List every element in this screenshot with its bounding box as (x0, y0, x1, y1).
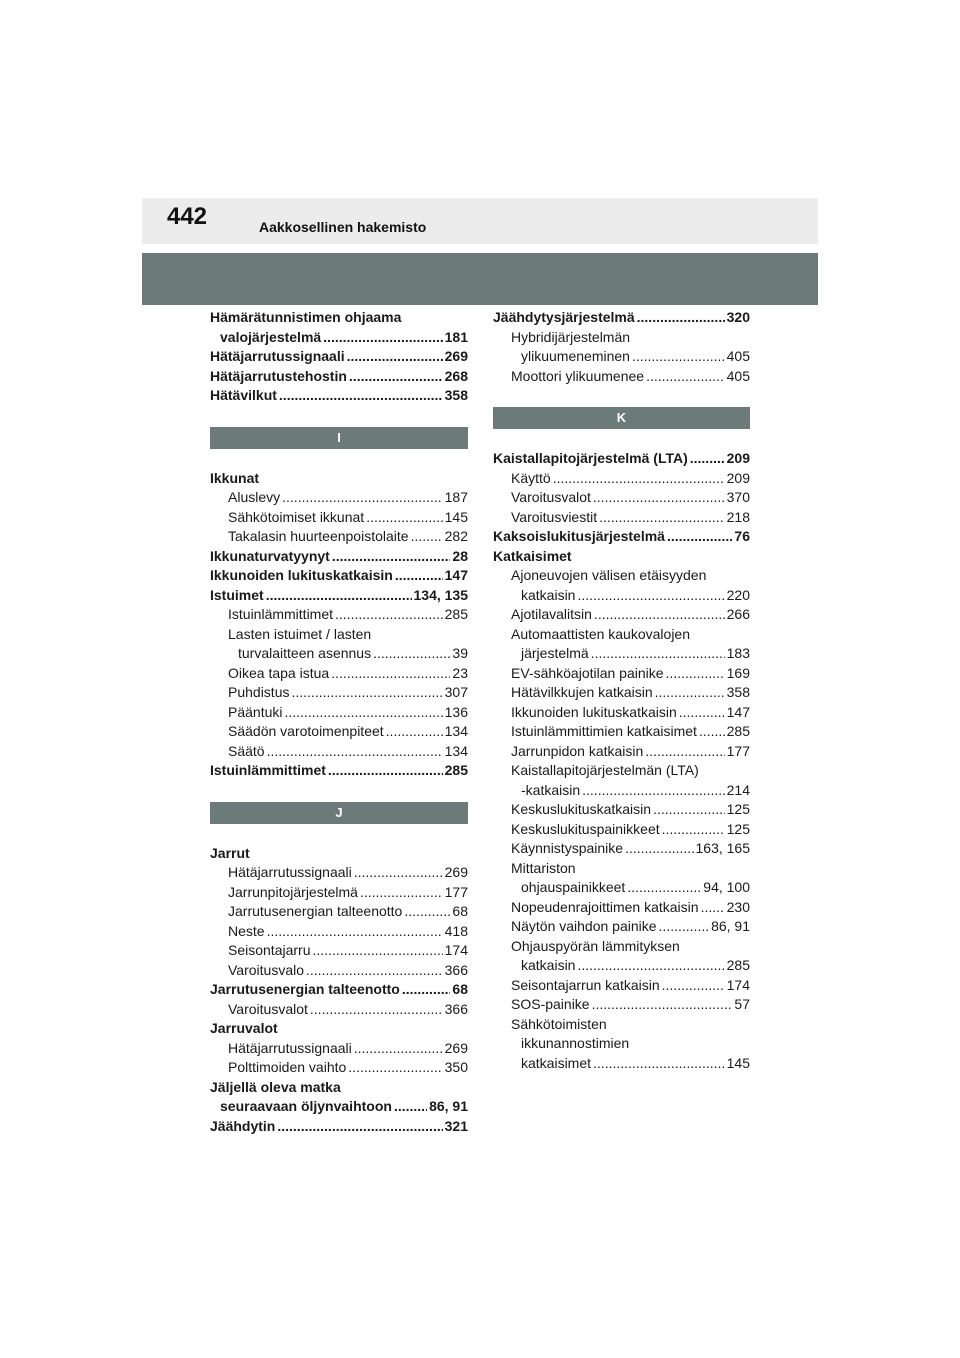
entry-text: Jarrunpitojärjestelmä (228, 883, 358, 900)
entry-text: Jarrunpidon katkaisin (511, 742, 644, 759)
entry-text: Seisontajarru (228, 942, 311, 958)
page-reference[interactable]: 187 (444, 489, 468, 505)
entry-text: Oikea tapa istua (228, 664, 330, 681)
index-entry (210, 761, 468, 781)
index-entry (210, 367, 468, 387)
index-letter-heading: J (210, 802, 468, 824)
page-reference[interactable]: 147 (444, 567, 468, 583)
entry-text: ylikuumeneminen (521, 348, 630, 364)
index-subentry (493, 1034, 750, 1054)
dot-leader (591, 644, 725, 664)
index-subentry (210, 961, 468, 981)
dot-leader (395, 566, 443, 586)
dot-leader (662, 820, 725, 840)
entry-text: EV-sähköajotilan painike (511, 664, 664, 681)
page-reference[interactable]: 68 (452, 903, 468, 919)
page-reference[interactable]: 145 (726, 1054, 750, 1071)
entry-text: seuraavaan öljynvaihtoon (220, 1098, 392, 1114)
dot-leader (632, 347, 725, 367)
dot-leader (701, 898, 725, 918)
index-entry (210, 469, 468, 489)
entry-text: Varoitusviestit (511, 508, 598, 525)
dot-leader (386, 722, 443, 742)
page-reference[interactable]: 321 (444, 1117, 468, 1134)
entry-text: Sähkötoimiset ikkunat (228, 508, 365, 525)
page-reference[interactable]: 266 (726, 606, 750, 622)
dot-leader (366, 508, 442, 528)
index-subentry (210, 683, 468, 703)
entry-text: Jarrut (210, 844, 250, 861)
index-subentry (493, 898, 750, 918)
dot-leader (411, 527, 443, 547)
page-reference[interactable]: 174 (444, 942, 468, 958)
entry-text: katkaisin (521, 586, 576, 603)
dot-leader (284, 703, 442, 723)
entry-text: Hätäjarrutussignaali (210, 348, 345, 364)
index-entry (210, 586, 468, 606)
page-reference[interactable]: 285 (444, 762, 468, 778)
dot-leader (404, 902, 450, 922)
entry-text: Mittariston (511, 859, 576, 876)
dot-leader (354, 863, 443, 883)
index-subentry (493, 703, 750, 723)
entry-text: Kaistallapitojärjestelmän (LTA) (511, 762, 699, 778)
page-reference[interactable]: 268 (444, 367, 468, 384)
dot-leader (679, 703, 725, 723)
dot-leader (347, 347, 443, 367)
dot-leader (354, 1039, 443, 1059)
entry-text: Jarrutusenergian talteenotto (228, 903, 403, 919)
dot-leader (599, 508, 725, 528)
page-reference[interactable]: 220 (726, 586, 750, 603)
index-entry (210, 1117, 468, 1137)
entry-text: Moottori ylikuumenee (511, 367, 645, 384)
page-reference[interactable]: 307 (444, 684, 468, 700)
page-reference[interactable]: 57 (734, 996, 750, 1012)
dot-leader (349, 367, 443, 387)
entry-text: Säädön varotoimenpiteet (228, 723, 384, 739)
index-subentry (493, 683, 750, 703)
page-reference[interactable]: 350 (444, 1059, 468, 1075)
entry-text: Ikkunoiden lukituskatkaisin (511, 703, 677, 720)
index-subentry (493, 508, 750, 528)
index-subentry (493, 328, 750, 348)
entry-text: Keskuslukituspainikkeet (511, 820, 660, 837)
dot-leader (637, 308, 725, 328)
entry-text: Varoitusvalot (511, 489, 591, 505)
dot-leader (593, 488, 725, 508)
dot-leader (373, 644, 450, 664)
dot-leader (394, 1097, 427, 1117)
page-reference[interactable]: 209 (726, 469, 750, 486)
page-reference[interactable]: 86, 91 (711, 918, 750, 934)
index-entry (210, 1019, 468, 1039)
index-subentry (493, 1015, 750, 1035)
dot-leader (655, 683, 725, 703)
entry-text: Jarrutusenergian talteenotto (210, 981, 400, 997)
dot-leader (582, 781, 725, 801)
entry-text: Lasten istuimet / lasten (228, 625, 372, 642)
dot-leader (267, 922, 443, 942)
index-subentry (210, 488, 468, 508)
page-reference[interactable]: 405 (726, 348, 750, 364)
dot-leader (645, 742, 724, 762)
page-reference[interactable]: 134, 135 (413, 586, 468, 603)
entry-text: järjestelmä (521, 645, 589, 661)
dot-leader (646, 367, 725, 387)
index-subentry (210, 605, 468, 625)
dot-leader (625, 839, 693, 859)
index-entry (493, 547, 750, 567)
page-reference[interactable]: 177 (444, 883, 468, 900)
index-subentry (210, 941, 468, 961)
entry-text: Ikkunat (210, 469, 260, 486)
index-entry (210, 844, 468, 864)
index-subentry (210, 1039, 468, 1059)
entry-text: turvalaitteen asennus (238, 645, 372, 661)
index-subentry (493, 878, 750, 898)
index-entry (210, 566, 468, 586)
entry-text: Hätäjarrutussignaali (228, 864, 352, 880)
page-reference[interactable]: 214 (726, 781, 750, 798)
dot-leader (627, 878, 701, 898)
index-subentry (210, 1000, 468, 1020)
index-subentry (210, 664, 468, 684)
page-reference[interactable]: 145 (444, 508, 468, 525)
index-entry (210, 386, 468, 406)
page-reference[interactable]: 358 (726, 684, 750, 700)
dot-leader (699, 722, 725, 742)
index-subentry (493, 800, 750, 820)
page-reference[interactable]: 285 (444, 606, 468, 622)
entry-text: Jarruvalot (210, 1020, 278, 1036)
dot-leader (690, 449, 725, 469)
entry-text: Kaistallapitojärjestelmä (LTA) (493, 450, 688, 466)
entry-text: Ikkunaturvatyynyt (210, 547, 330, 564)
index-subentry (493, 995, 750, 1015)
page-reference[interactable]: 218 (726, 508, 750, 525)
index-subentry (210, 922, 468, 942)
entry-text: Käynnistyspainike (511, 840, 624, 856)
entry-text: Jäähdytin (210, 1117, 276, 1134)
entry-text: Näytön vaihdon painike (511, 918, 657, 934)
entry-text: Sähkötoimisten (511, 1015, 607, 1032)
page-reference[interactable]: 418 (444, 922, 468, 939)
index-entry (210, 980, 468, 1000)
entry-text: Ajotilavalitsin (511, 606, 592, 622)
index-subentry (493, 566, 750, 586)
entry-text: Katkaisimet (493, 547, 572, 564)
page-reference[interactable]: 366 (444, 1000, 468, 1017)
index-letter-heading: K (493, 407, 750, 429)
index-letter-heading: I (210, 427, 468, 449)
entry-text: Hämärätunnistimen ohjaama (210, 309, 402, 325)
page-reference[interactable]: 76 (734, 528, 750, 544)
index-entry (210, 328, 468, 348)
dot-leader (335, 605, 443, 625)
page-reference[interactable]: 134 (444, 742, 468, 759)
index-entry (493, 308, 750, 328)
entry-text: valojärjestelmä (220, 328, 322, 345)
entry-text: Hätäjarrutustehostin (210, 367, 347, 384)
page-reference[interactable]: 136 (444, 703, 468, 720)
dot-leader (323, 328, 442, 348)
page-reference[interactable]: 94, 100 (703, 879, 750, 895)
page-number: 442 (166, 203, 208, 230)
dot-leader (331, 664, 450, 684)
entry-text: Aluslevy (228, 489, 281, 505)
index-subentry (493, 839, 750, 859)
dot-leader (667, 527, 732, 547)
entry-text: Ajoneuvojen välisen etäisyyden (511, 567, 707, 583)
entry-text: katkaisimet (521, 1054, 592, 1071)
page-reference[interactable]: 181 (444, 328, 468, 345)
entry-text: ikkunannostimien (521, 1035, 630, 1051)
entry-text: Automaattisten kaukovalojen (511, 625, 690, 642)
entry-text: Istuinlämmittimien katkaisimet (511, 723, 697, 739)
page-reference[interactable]: 28 (452, 547, 468, 564)
dot-leader (593, 1054, 725, 1074)
dot-leader (313, 941, 443, 961)
index-subentry (493, 761, 750, 781)
page-reference[interactable]: 370 (726, 489, 750, 505)
entry-text: Istuimet (210, 586, 264, 603)
entry-text: -katkaisin (521, 781, 581, 798)
entry-text: Puhdistus (228, 684, 290, 700)
entry-text: Säätö (228, 742, 265, 759)
dot-leader (306, 961, 443, 981)
index-subentry (493, 586, 750, 606)
index-subentry (210, 902, 468, 922)
index-subentry (493, 917, 750, 937)
index-subentry (493, 664, 750, 684)
page-reference[interactable]: 23 (452, 664, 468, 681)
index-subentry (493, 937, 750, 957)
index-column-right (493, 308, 750, 1073)
page-reference[interactable]: 125 (726, 801, 750, 817)
page-reference[interactable]: 125 (726, 820, 750, 837)
index-subentry (493, 1054, 750, 1074)
entry-text: Varoitusvalo (228, 961, 305, 978)
entry-text: Istuinlämmittimet (210, 762, 326, 778)
dot-leader (577, 956, 724, 976)
index-subentry (493, 469, 750, 489)
index-subentry (493, 781, 750, 801)
index-subentry (493, 367, 750, 387)
index-subentry (493, 742, 750, 762)
dot-leader (659, 917, 710, 937)
entry-text: Takalasin huurteenpoistolaite (228, 528, 409, 544)
index-subentry (210, 508, 468, 528)
page-reference[interactable]: 183 (726, 645, 750, 661)
entry-text: Jäähdytysjärjestelmä (493, 309, 635, 325)
index-subentry (210, 883, 468, 903)
index-subentry (493, 605, 750, 625)
index-subentry (210, 722, 468, 742)
entry-text: Seisontajarrun katkaisin (511, 976, 660, 993)
entry-text: Jäljellä oleva matka (210, 1078, 341, 1095)
page-reference[interactable]: 269 (444, 864, 468, 880)
page-reference[interactable]: 39 (452, 645, 468, 661)
dot-leader (267, 742, 443, 762)
index-subentry (493, 722, 750, 742)
entry-text: Neste (228, 922, 265, 939)
index-subentry (210, 1058, 468, 1078)
page-reference[interactable]: 209 (726, 450, 750, 466)
index-column-left (210, 308, 468, 1136)
page-reference[interactable]: 358 (444, 387, 468, 403)
index-entry (210, 547, 468, 567)
dot-leader (360, 883, 443, 903)
dot-leader (328, 761, 443, 781)
index-entry (493, 527, 750, 547)
page-reference[interactable]: 366 (444, 961, 468, 978)
section-title: Aakkosellinen hakemisto (259, 219, 427, 235)
dot-leader (279, 386, 443, 406)
entry-text: Pääntuki (228, 703, 283, 720)
dot-leader (594, 605, 725, 625)
entry-text: Hybridijärjestelmän (511, 328, 631, 345)
page-reference[interactable]: 405 (726, 367, 750, 384)
entry-text: Kaksoislukitusjärjestelmä (493, 528, 665, 544)
page-reference[interactable]: 285 (726, 957, 750, 973)
index-entry (210, 308, 468, 328)
dot-leader (666, 664, 725, 684)
index-subentry (493, 625, 750, 645)
dot-leader (277, 1117, 442, 1137)
index-entry (210, 347, 468, 367)
dot-leader (348, 1058, 442, 1078)
page-reference[interactable]: 230 (726, 898, 750, 915)
page-reference[interactable]: 147 (726, 703, 750, 720)
index-subentry (210, 703, 468, 723)
entry-text: Käyttö (511, 469, 551, 486)
index-subentry (493, 347, 750, 367)
entry-text: Hätäjarrutussignaali (228, 1039, 352, 1056)
page-reference[interactable]: 86, 91 (429, 1098, 468, 1114)
index-subentry (493, 820, 750, 840)
dot-leader (577, 586, 724, 606)
index-subentry (210, 644, 468, 664)
page-reference[interactable]: 269 (444, 348, 468, 364)
page-reference[interactable]: 134 (444, 723, 468, 739)
index-subentry (210, 527, 468, 547)
page-reference[interactable]: 174 (726, 976, 750, 993)
entry-text: Polttimoiden vaihto (228, 1059, 347, 1075)
page-reference[interactable]: 269 (444, 1039, 468, 1056)
page-reference[interactable]: 285 (726, 723, 750, 739)
dot-leader (310, 1000, 443, 1020)
page-reference[interactable]: 163, 165 (695, 840, 750, 856)
entry-text: katkaisin (521, 957, 576, 973)
page-reference[interactable]: 68 (452, 981, 468, 997)
entry-text: Keskuslukituskatkaisin (511, 801, 652, 817)
index-subentry (493, 976, 750, 996)
index-subentry (493, 644, 750, 664)
page-reference[interactable]: 169 (726, 664, 750, 681)
page-reference[interactable]: 177 (726, 742, 750, 759)
entry-text: ohjauspainikkeet (521, 879, 626, 895)
dot-leader (592, 995, 733, 1015)
dot-leader (662, 976, 725, 996)
entry-text: Varoitusvalot (228, 1000, 308, 1017)
index-subentry (210, 742, 468, 762)
entry-text: Nopeudenrajoittimen katkaisin (511, 898, 699, 915)
index-entry (210, 1078, 468, 1098)
entry-text: SOS-painike (511, 996, 590, 1012)
page-reference[interactable]: 320 (726, 309, 750, 325)
index-subentry (493, 956, 750, 976)
entry-text: Ohjauspyörän lämmityksen (511, 937, 680, 954)
dot-leader (291, 683, 442, 703)
index-entry (493, 449, 750, 469)
index-entry (210, 1097, 468, 1117)
index-subentry (493, 859, 750, 879)
header-band (142, 253, 818, 305)
entry-text: Istuinlämmittimet (228, 606, 334, 622)
header-bar (142, 198, 818, 244)
entry-text: Ikkunoiden lukituskatkaisin (210, 567, 393, 583)
dot-leader (653, 800, 725, 820)
entry-text: Hätävilkkujen katkaisin (511, 684, 653, 700)
dot-leader (266, 586, 412, 606)
index-subentry (210, 625, 468, 645)
index-subentry (493, 488, 750, 508)
dot-leader (282, 488, 443, 508)
index-subentry (210, 863, 468, 883)
page-reference[interactable]: 282 (444, 528, 468, 544)
dot-leader (553, 469, 725, 489)
entry-text: Hätävilkut (210, 387, 277, 403)
dot-leader (402, 980, 451, 1000)
dot-leader (332, 547, 451, 567)
